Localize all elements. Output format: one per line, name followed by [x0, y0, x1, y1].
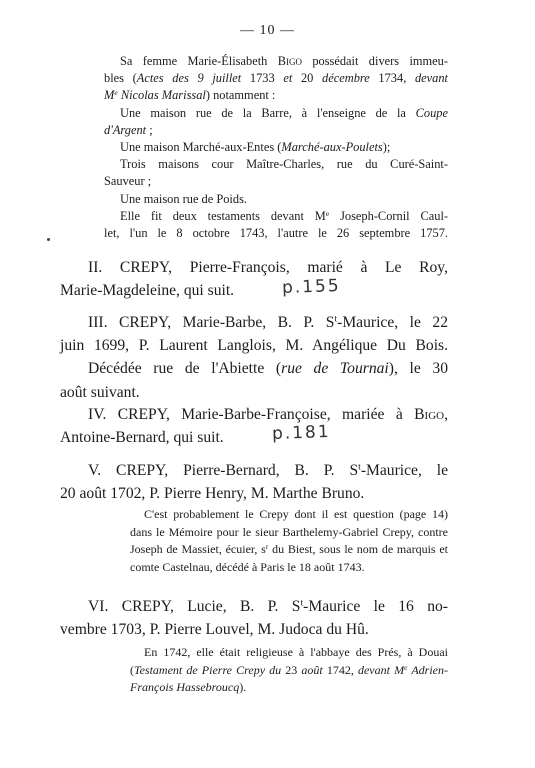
entry-5-line-1: V. CREPY, Pierre-Bernard, B. P. $S^t$-Maurice, le — [88, 461, 448, 479]
entry-6-note-text: En 1742, elle était religieuse à l'abbaye des Prés, à Douai (Testament de Pierre Crepy du 23 août 1742, devant Me Adrien-François Hassebroucq). — [130, 645, 448, 694]
intro-block — [104, 53, 448, 242]
entry-3-line-3: Décédée rue de l'Abiette (rue de Tournai), le 30 — [88, 360, 448, 378]
intro-line-2: bles (Actes des 9 juillet 1733 et 20 décembre 1734, devant — [104, 71, 448, 86]
page-number: — 10 — — [240, 23, 295, 38]
intro-line-1: Sa femme Marie-Élisabeth Bigo possédait divers immeu- — [120, 54, 448, 68]
intro-line-10: Elle fit deux testaments devant Me Joseph-Cornil Caul- — [120, 208, 449, 223]
entry-2-line-1: II. CREPY, Pierre-François, marié à Le Roy, — [88, 259, 448, 276]
entry-3 — [60, 311, 448, 404]
handwritten-page-ref-181: p.181 — [271, 421, 331, 445]
entry-4-line-1: IV. CREPY, Marie-Barbe-Françoise, mariée à Bigo, — [88, 406, 448, 423]
intro-line-6: Une maison Marché-aux-Entes (Marché-aux-Poulets); — [120, 140, 391, 155]
entry-5 — [60, 459, 448, 505]
entry-4-line-2: Antoine-Bernard, qui suit. — [60, 429, 224, 447]
entry-3-line-1: III. CREPY, Marie-Barbe, B. P. $S^t$-Maurice, le 22 — [88, 313, 448, 331]
entry-6-note — [130, 644, 448, 697]
entry-6 — [60, 595, 448, 641]
entry-6-line-1: VI. CREPY, Lucie, B. P. $S^t$-Maurice le 16 no- — [88, 597, 448, 615]
intro-line-7: Trois maisons cour Maître-Charles, rue du Curé-Saint- — [120, 157, 448, 172]
entry-5-note-text: C'est probablement le Crepy dont il est question (page 14) dans le Mémoire pour le sieur Barthelemy-Gabriel Crepy, contre Joseph de Massiet, écuier, $s^r$ du Biest, sous le nom de marquis et comte Castelnau, décédé à Paris le 18 août 1743. — [130, 507, 448, 574]
entry-5-line-2: 20 août 1702, P. Pierre Henry, M. Marthe Bruno. — [60, 485, 365, 503]
intro-line-3: Me Nicolas Marissal) notamment : — [104, 88, 276, 103]
surname-bigo: Bigo — [277, 54, 302, 68]
intro-line-4: Une maison rue de la Barre, à l'enseigne de la Coupe — [120, 105, 448, 120]
intro-line-8: Sauveur ; — [104, 174, 152, 189]
entry-2-line-2: Marie-Magdeleine, qui suit. — [60, 282, 235, 300]
entry-4 — [60, 403, 448, 449]
intro-line-5: d'Argent ; — [104, 122, 153, 137]
intro-line-9: Une maison rue de Poids. — [120, 191, 247, 206]
entry-2 — [60, 256, 448, 302]
margin-speck — [47, 238, 50, 241]
entry-3-line-4: août suivant. — [60, 383, 140, 401]
entry-5-note — [130, 506, 448, 576]
entry-6-line-2: vembre 1703, P. Pierre Louvel, M. Judoca du Hû. — [60, 621, 369, 639]
handwritten-page-ref-155: p.155 — [281, 275, 341, 299]
intro-line-11: let, l'un le 8 octobre 1743, l'autre le 26 septembre 1757. — [104, 226, 448, 241]
entry-3-line-2: juin 1699, P. Laurent Langlois, M. Angélique Du Bois. — [60, 337, 448, 355]
